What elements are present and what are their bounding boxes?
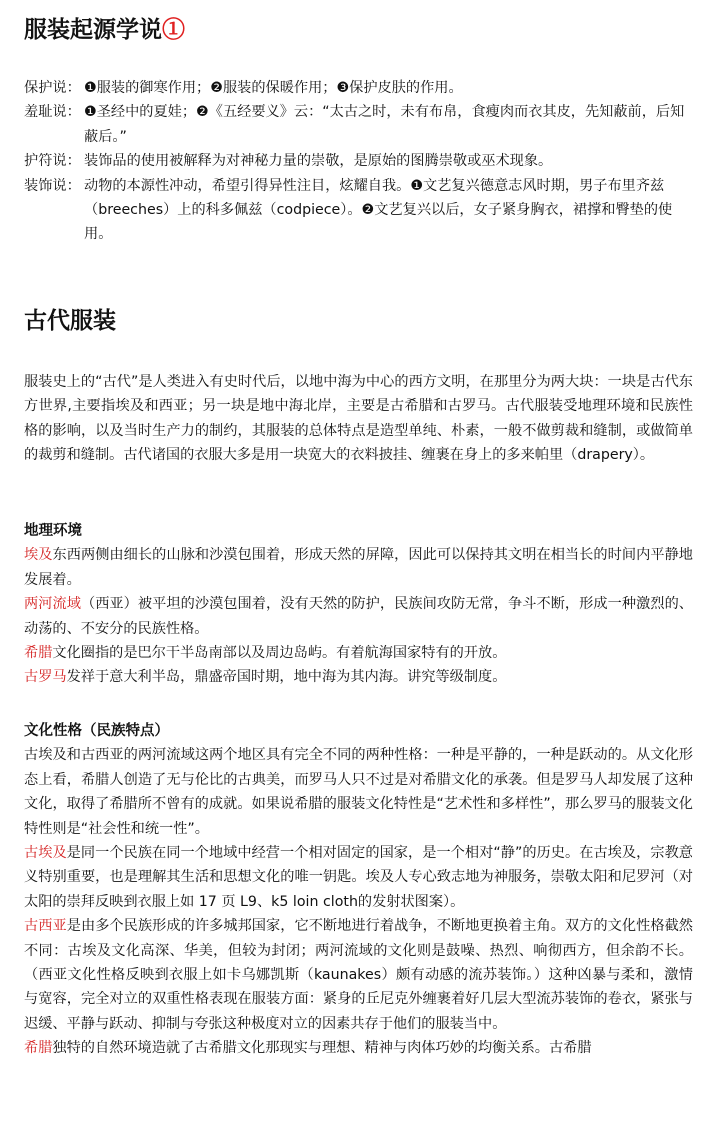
theory-text: ❶服装的御寒作用；❷服装的保暖作用；❸保护皮肤的作用。 bbox=[84, 80, 463, 96]
culture-item-greece: 希腊独特的自然环境造就了古希腊文化那现实与理想、精神与肉体巧妙的均衡关系。古希腊 bbox=[24, 1040, 592, 1057]
section-title-ancient-clothing: 古代服装 bbox=[24, 307, 116, 334]
ancient-intro bbox=[24, 370, 693, 468]
culture-intro: 古埃及和古西亚的两河流域这两个地区具有完全不同的两种性格：一种是平静的，一种是跃动的。从文化形态上看，希腊人创造了无与伦比的古典美，而罗马人只不过是对希腊文化的承袭。但是罗马人却发展了这种文化，取得了希腊所不曾有的成就。如果说希腊的服装文化特性是“艺术性和多样性”，那么罗马的服装文化特性则是“社会性和统一性”。 bbox=[24, 747, 693, 837]
culture-item-west-asia: 古西亚是由多个民族形成的许多城邦国家，它不断地进行着战争，不断地更换着主角。双方的文化性格截然不同：古埃及文化高深、华美，但较为封闭；两河流域的文化则是鼓噪、热烈、响彻西方，但余韵不长。（西亚文化性格反映到衣服上如卡乌娜凯斯（kaunakes）颇有动感的流苏装饰。）这种凶暴与柔和，激情与宽容，完全对立的双重性格表现在服装方面：紧身的丘尼克外缠裹着好几层大型流苏装饰的卷衣，紧张与迟缓、平静与跃动、抑制与夸张这种极度对立的因素共存于他们的服装当中。 bbox=[24, 918, 693, 1032]
page-title: 服装起源学说① bbox=[24, 16, 185, 43]
theory-term: 护符说： bbox=[24, 153, 81, 170]
region-label: 希腊 bbox=[24, 645, 53, 662]
theory-shame bbox=[24, 100, 693, 149]
theory-decoration bbox=[24, 174, 693, 247]
theory-term: 装饰说： bbox=[24, 177, 81, 194]
region-label: 古罗马 bbox=[24, 669, 67, 686]
intro-paragraph: 服装史上的“古代”是人类进入有史时代后，以地中海为中心的西方文明，在那里分为两大块：一块是古代东方世界,主要指埃及和西亚；另一块是地中海北岸，主要是古希腊和古罗马。古代服装受地理环境和民族性格的影响，以及当时生产力的制约，其服装的总体特点是造型单纯、朴素，一般不做剪裁和缝制，或做简单的裁剪和缝制。古代诸国的衣服大多是用一块宽大的衣料披挂、缠裹在身上的多来帕里（drapery）。 bbox=[24, 374, 693, 464]
culture-label: 希腊 bbox=[24, 1040, 53, 1057]
geo-item-rome: 古罗马发祥于意大利半岛，鼎盛帝国时期，地中海为其内海。讲究等级制度。 bbox=[24, 669, 507, 686]
theory-amulet bbox=[24, 149, 693, 173]
region-label: 埃及 bbox=[24, 547, 53, 564]
region-label: 两河流域 bbox=[24, 596, 81, 613]
geography-section bbox=[24, 519, 693, 690]
geo-item-greece: 希腊文化圈指的是巴尔干半岛南部以及周边岛屿。有着航海国家特有的开放。 bbox=[24, 645, 507, 662]
origin-theories-list bbox=[24, 76, 693, 247]
culture-section bbox=[24, 719, 693, 1061]
theory-protection bbox=[24, 76, 693, 100]
geo-item-egypt: 埃及东西两侧由细长的山脉和沙漠包围着，形成天然的屏障，因此可以保持其文明在相当长的时间内平静地发展着。 bbox=[24, 547, 693, 588]
theory-text: 动物的本源性冲动，希望引得异性注目，炫耀自我。❶文艺复兴德意志风时期，男子布里齐兹（breeches）上的科多佩兹（codpiece）。❷文艺复兴以后，女子紧身胸衣，裙撑和臀垫的使用。 bbox=[84, 177, 673, 243]
theory-text: 装饰品的使用被解释为对神秘力量的崇敬，是原始的图腾崇敬或巫术现象。 bbox=[84, 153, 553, 170]
title-number-mark: ① bbox=[162, 16, 185, 43]
culture-item-egypt: 古埃及是同一个民族在同一个地域中经营一个相对固定的国家，是一个相对“静”的历史。在古埃及，宗教意义特别重要，也是理解其生活和思想文化的唯一钥匙。埃及人专心致志地为神服务，崇敬太阳和尼罗河（对太阳的崇拜反映到衣服上如 17 页 L9、k5 loin cloth的发射状图案）。 bbox=[24, 845, 693, 910]
culture-heading: 文化性格（民族特点） bbox=[24, 722, 169, 739]
culture-label: 古西亚 bbox=[24, 918, 67, 935]
theory-text: ❶圣经中的夏娃；❷《五经要义》云：“太古之时，未有布帛，食瘦肉而衣其皮，先知蔽前，后知蔽后。” bbox=[84, 104, 685, 145]
culture-label: 古埃及 bbox=[24, 845, 67, 862]
geography-heading: 地理环境 bbox=[24, 522, 82, 539]
theory-term: 羞耻说： bbox=[24, 104, 81, 121]
theory-term: 保护说： bbox=[24, 80, 81, 96]
geo-item-mesopotamia: 两河流域（西亚）被平坦的沙漠包围着，没有天然的防护，民族间攻防无常，争斗不断，形成一种激烈的、动荡的、不安分的民族性格。 bbox=[24, 596, 693, 637]
